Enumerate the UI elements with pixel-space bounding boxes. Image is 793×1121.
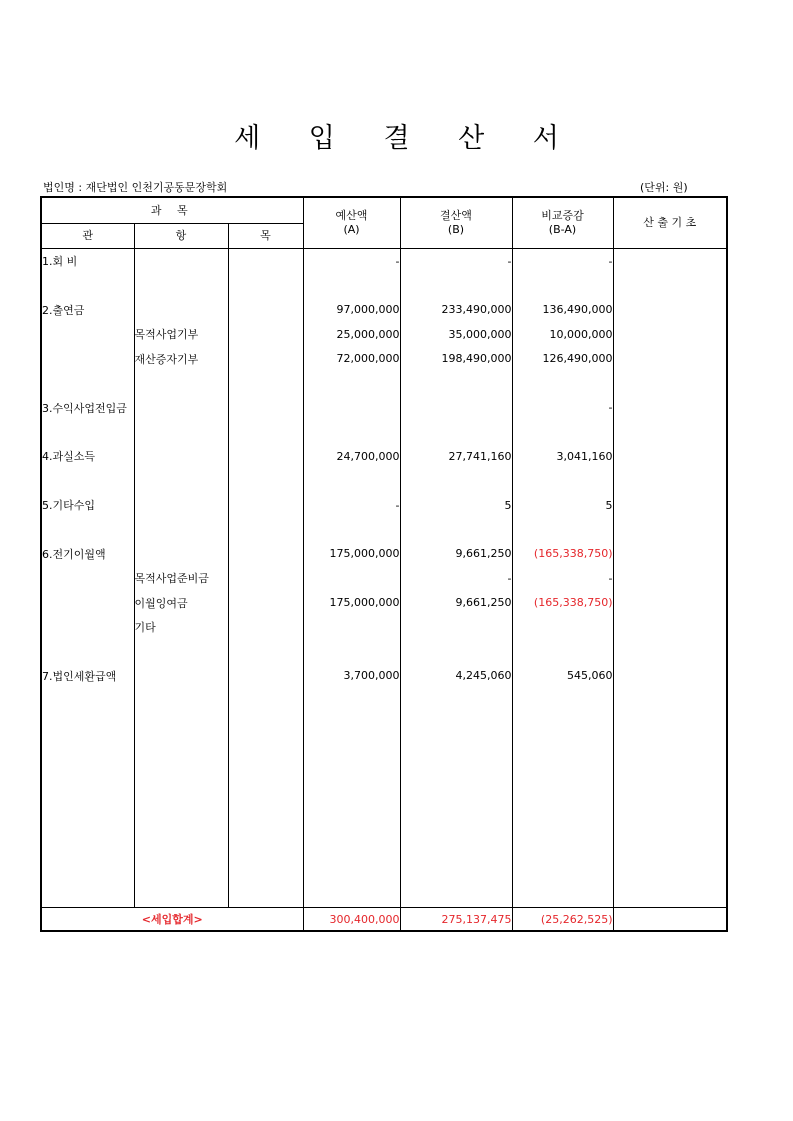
cell-diff [512,273,613,297]
table-row [41,273,727,297]
cell-mok [228,298,303,322]
cell-budget: 175,000,000 [303,590,400,614]
cell-gwan: 3.수익사업전입금 [41,395,134,419]
cell-hang [134,444,228,468]
header-budget-label: 예산액 [335,209,368,222]
blank-cell [41,688,134,908]
cell-hang [134,298,228,322]
cell-diff [512,420,613,444]
cell-settlement: 9,661,250 [400,590,512,614]
cell-mok [228,590,303,614]
cell-budget [303,615,400,639]
cell-budget [303,517,400,541]
cell-settlement [400,615,512,639]
cell-basis [613,371,727,395]
header-budget-code: (A) [343,223,360,236]
corporation-name: 법인명 : 재단법인 인천기공동문장학회 [43,181,228,194]
cell-mok [228,273,303,297]
cell-basis [613,639,727,663]
cell-diff: - [512,249,613,274]
cell-diff: 126,490,000 [512,347,613,371]
header-hang: 항 [134,224,228,249]
blank-cell [303,688,400,908]
cell-settlement [400,420,512,444]
cell-diff: 136,490,000 [512,298,613,322]
total-row [41,908,727,932]
cell-budget: - [303,249,400,274]
cell-diff: 5 [512,493,613,517]
cell-gwan [41,469,134,493]
cell-settlement [400,395,512,419]
header-diff-label: 비교증감 [541,209,584,222]
cell-basis [613,347,727,371]
cell-mok [228,420,303,444]
header-budget [303,197,400,249]
header-settlement-code: (B) [447,223,465,236]
cell-gwan [41,273,134,297]
cell-settlement [400,639,512,663]
table-row [41,590,727,614]
cell-mok [228,395,303,419]
cell-budget: 3,700,000 [303,664,400,688]
cell-budget: 24,700,000 [303,444,400,468]
table-row [41,395,727,419]
cell-settlement: 5 [400,493,512,517]
cell-settlement [400,371,512,395]
header-settlement [400,197,512,249]
cell-basis [613,273,727,297]
cell-mok [228,444,303,468]
table-row [41,469,727,493]
cell-hang [134,639,228,663]
cell-hang [134,664,228,688]
ledger-body [41,249,727,908]
cell-hang: 재산증자기부 [134,347,228,371]
cell-hang [134,249,228,274]
cell-budget: 97,000,000 [303,298,400,322]
cell-budget [303,566,400,590]
cell-budget [303,420,400,444]
table-row [41,664,727,688]
cell-hang: 목적사업준비금 [134,566,228,590]
total-label: <세입합계> [41,908,303,932]
cell-diff: - [512,395,613,419]
cell-hang [134,273,228,297]
cell-budget [303,469,400,493]
table-row [41,493,727,517]
header-diff [512,197,613,249]
unit-label: (단위: 원) [640,181,688,194]
cell-budget: 72,000,000 [303,347,400,371]
cell-mok [228,371,303,395]
cell-diff: 545,060 [512,664,613,688]
cell-budget [303,395,400,419]
cell-mok [228,664,303,688]
blank-cell [512,688,613,908]
cell-mok [228,639,303,663]
table-row [41,444,727,468]
cell-gwan [41,371,134,395]
cell-gwan [41,566,134,590]
cell-mok [228,615,303,639]
cell-basis [613,298,727,322]
cell-gwan [41,639,134,663]
cell-settlement [400,469,512,493]
cell-settlement: 27,741,160 [400,444,512,468]
cell-hang [134,371,228,395]
table-row [41,347,727,371]
table-row [41,371,727,395]
total-budget: 300,400,000 [303,908,400,932]
cell-hang [134,542,228,566]
header-subject: 과 목 [41,197,303,224]
table-row [41,249,727,274]
cell-settlement: - [400,566,512,590]
cell-settlement: 198,490,000 [400,347,512,371]
page-title: 세 입 결 산 서 [234,123,579,154]
header-mok: 목 [228,224,303,249]
cell-gwan [41,517,134,541]
cell-settlement: 35,000,000 [400,322,512,346]
cell-diff: (165,338,750) [512,542,613,566]
table-row [41,566,727,590]
cell-diff [512,517,613,541]
cell-mok [228,347,303,371]
cell-mok [228,517,303,541]
cell-gwan [41,420,134,444]
table-row [41,298,727,322]
total-settlement: 275,137,475 [400,908,512,932]
cell-basis [613,590,727,614]
cell-mok [228,322,303,346]
cell-gwan: 7.법인세환급액 [41,664,134,688]
cell-diff: - [512,566,613,590]
cell-budget: 25,000,000 [303,322,400,346]
blank-cell [613,688,727,908]
cell-basis [613,493,727,517]
cell-mok [228,566,303,590]
cell-gwan [41,347,134,371]
header-settlement-label: 결산액 [440,209,472,222]
cell-budget [303,273,400,297]
cell-diff [512,639,613,663]
cell-diff [512,371,613,395]
cell-diff: 10,000,000 [512,322,613,346]
cell-basis [613,249,727,274]
total-basis [613,908,727,932]
cell-gwan: 4.과실소득 [41,444,134,468]
cell-settlement: 9,661,250 [400,542,512,566]
cell-budget: - [303,493,400,517]
cell-hang: 기타 [134,615,228,639]
cell-gwan: 1.회 비 [41,249,134,274]
cell-gwan [41,322,134,346]
cell-hang [134,517,228,541]
cell-gwan [41,590,134,614]
cell-gwan [41,615,134,639]
table-row [41,615,727,639]
cell-mok [228,469,303,493]
cell-settlement [400,273,512,297]
table-row [41,420,727,444]
revenue-settlement-table [40,196,728,932]
cell-diff [512,469,613,493]
cell-budget [303,371,400,395]
cell-basis [613,322,727,346]
cell-settlement [400,517,512,541]
table-row [41,517,727,541]
cell-basis [613,469,727,493]
cell-mok [228,493,303,517]
total-diff: (25,262,525) [512,908,613,932]
table-row [41,542,727,566]
cell-gwan: 2.출연금 [41,298,134,322]
cell-gwan: 5.기타수입 [41,493,134,517]
cell-diff: 3,041,160 [512,444,613,468]
cell-basis [613,615,727,639]
header-diff-code: (B-A) [548,223,577,236]
cell-basis [613,395,727,419]
cell-basis [613,542,727,566]
cell-basis [613,517,727,541]
cell-mok [228,542,303,566]
cell-basis [613,420,727,444]
cell-basis [613,566,727,590]
cell-hang: 이월잉여금 [134,590,228,614]
blank-cell [400,688,512,908]
cell-settlement: - [400,249,512,274]
cell-budget: 175,000,000 [303,542,400,566]
blank-row [41,688,727,908]
cell-settlement: 4,245,060 [400,664,512,688]
cell-gwan: 6.전기이월액 [41,542,134,566]
cell-hang [134,493,228,517]
blank-cell [134,688,228,908]
blank-cell [228,688,303,908]
cell-settlement: 233,490,000 [400,298,512,322]
cell-hang: 목적사업기부 [134,322,228,346]
cell-mok [228,249,303,274]
cell-basis [613,444,727,468]
header-gwan: 관 [41,224,134,249]
table-row [41,322,727,346]
cell-basis [613,664,727,688]
cell-hang [134,420,228,444]
cell-budget [303,639,400,663]
cell-diff [512,615,613,639]
cell-hang [134,395,228,419]
header-basis: 산 출 기 초 [613,197,727,249]
cell-diff: (165,338,750) [512,590,613,614]
cell-hang [134,469,228,493]
table-row [41,639,727,663]
